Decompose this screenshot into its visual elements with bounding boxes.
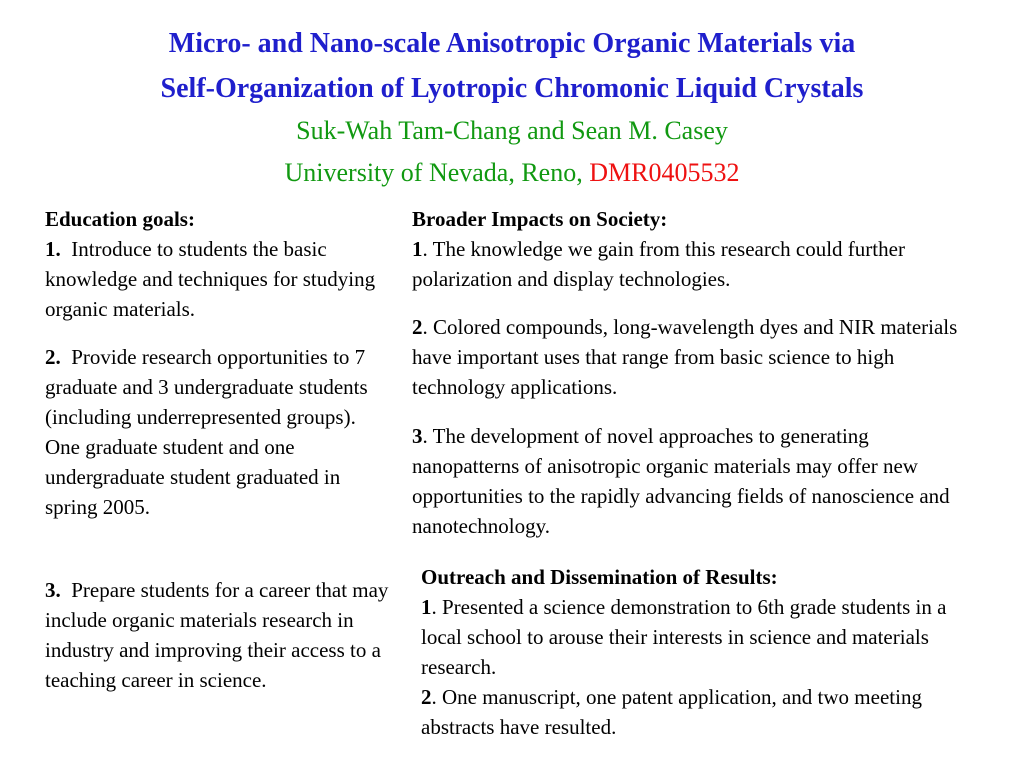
affiliation: University of Nevada, Reno, <box>284 158 590 187</box>
title-line-2: Self-Organization of Lyotropic Chromonic Liquid Crystals <box>160 73 864 104</box>
broader-impact-3-number: 3 <box>412 424 423 448</box>
broader-impact-2 <box>412 312 972 402</box>
education-goals-section <box>45 204 390 324</box>
broader-impact-2-number: 2 <box>412 315 423 339</box>
education-goals-heading: Education goals: <box>45 207 195 231</box>
broader-impact-3 <box>412 421 972 541</box>
broader-impact-3-text: . The development of novel approaches to generating nanopatterns of anisotropic organic materials may offer new opportunities to the rapidly advancing fields of nanoscience and nanotechnology. <box>412 424 950 538</box>
education-goal-3 <box>45 575 390 695</box>
education-goal-2-block <box>45 342 390 522</box>
education-goal-2-text: Provide research opportunities to 7 graduate and 3 undergraduate students (including underrepresented groups). One graduate student and one undergraduate student graduated in spring 2005. <box>45 345 368 519</box>
authors: Suk-Wah Tam-Chang and Sean M. Casey <box>296 116 728 145</box>
affiliation-line <box>0 160 1024 186</box>
outreach-item-1-text: . Presented a science demonstration to 6th grade students in a local school to arouse their interests in science and materials research. <box>421 595 947 679</box>
outreach-item-2-number: 2 <box>421 685 432 709</box>
title-line-1: Micro- and Nano-scale Anisotropic Organic Materials via <box>168 28 856 59</box>
education-goal-1-number: 1. <box>45 237 61 261</box>
outreach-item-1 <box>421 592 981 682</box>
broader-impact-1 <box>412 234 972 294</box>
broader-impact-1-text: . The knowledge we gain from this research could further polarization and display technologies. <box>412 237 905 291</box>
broader-impact-2-text: . Colored compounds, long-wavelength dyes and NIR materials have important uses that range from basic science to high technology applications. <box>412 315 958 399</box>
education-goal-2-number: 2. <box>45 345 61 369</box>
education-goal-1 <box>45 234 390 324</box>
outreach-section <box>421 562 981 742</box>
outreach-item-2-text: . One manuscript, one patent application, and two meeting abstracts have resulted. <box>421 685 922 739</box>
education-goal-3-number: 3. <box>45 578 61 602</box>
broader-impact-1-number: 1 <box>412 237 423 261</box>
education-goal-3-block <box>45 575 390 695</box>
outreach-item-2 <box>421 682 981 742</box>
broader-impact-3-block <box>412 421 972 541</box>
outreach-item-1-number: 1 <box>421 595 432 619</box>
outreach-heading: Outreach and Dissemination of Results: <box>421 565 778 589</box>
grant-number: DMR0405532 <box>589 158 740 187</box>
education-goal-3-text: Prepare students for a career that may include organic materials research in industry and improving their access to a teaching career in science. <box>45 578 389 692</box>
broader-impacts-heading: Broader Impacts on Society: <box>412 207 668 231</box>
education-goal-2 <box>45 342 390 522</box>
broader-impacts-section <box>412 204 972 294</box>
broader-impact-2-block <box>412 312 972 402</box>
education-goal-1-text: Introduce to students the basic knowledge and techniques for studying organic materials. <box>45 237 376 321</box>
